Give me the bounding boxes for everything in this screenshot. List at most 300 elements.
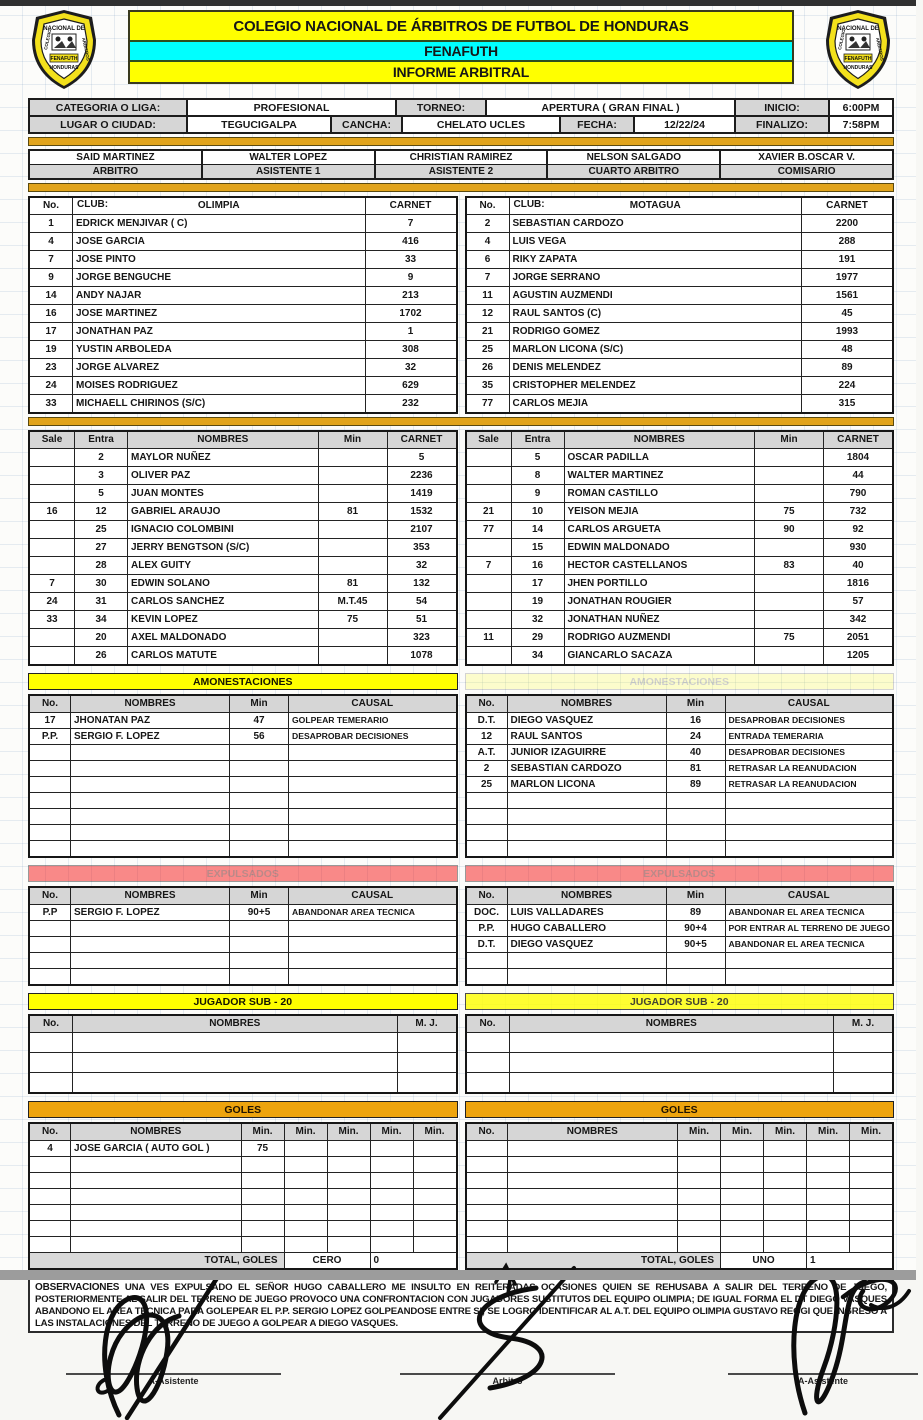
motagua-sub20-table [465, 1014, 895, 1094]
cell-carnet: 44 [824, 467, 894, 485]
svg-text:FENAFUTH: FENAFUTH [844, 56, 872, 62]
caution-row [466, 745, 894, 761]
cell-carnet: 930 [824, 539, 894, 557]
cell-player-name [507, 809, 666, 825]
col-entra: Entra [511, 431, 564, 449]
cell-min-4 [807, 1141, 850, 1157]
sub20-row [466, 1033, 894, 1053]
cell-player-name [71, 809, 230, 825]
amonestaciones-band-right: AMONESTACIONES [465, 673, 895, 690]
cell-carnet: 1977 [802, 269, 894, 287]
cell-player-name: DIEGO VASQUEZ [507, 713, 666, 729]
olimpia-amonestaciones-table [28, 694, 458, 858]
col-min-3: Min. [327, 1123, 370, 1141]
olimpia-amonestaciones [29, 713, 457, 858]
cell-carnet: 213 [365, 287, 457, 305]
cell-min-1: 75 [241, 1141, 284, 1157]
col-carnet: CARNET [365, 197, 457, 215]
cell-causal [289, 809, 457, 825]
starter-row [29, 323, 457, 341]
motagua-sub20-rows [466, 1033, 894, 1094]
cell-no [466, 953, 508, 969]
cell-no [29, 1033, 73, 1053]
svg-text:NACIONAL DE: NACIONAL DE [837, 26, 879, 32]
cell-carnet: 7 [365, 215, 457, 233]
total-goles-label: TOTAL, GOLES [466, 1253, 721, 1270]
sub-row [29, 449, 457, 467]
sending-off-row [466, 905, 894, 921]
cell-carnet: 2236 [387, 467, 457, 485]
motagua-goles-rows [466, 1141, 894, 1253]
cell-player-name: EDWIN SOLANO [128, 575, 319, 593]
caution-row [29, 729, 457, 745]
cell-min: 81 [318, 503, 387, 521]
cell-min-5 [850, 1157, 894, 1173]
motagua-subs-half [465, 430, 895, 666]
cell-player-name [71, 953, 230, 969]
cell-player-name: MARLON LICONA [507, 777, 666, 793]
col-nombres: NOMBRES [71, 887, 230, 905]
starter-row [29, 377, 457, 395]
cell-min-5 [413, 1157, 457, 1173]
sub-row [466, 611, 894, 629]
cell-min-3 [327, 1157, 370, 1173]
sub20-row [29, 1053, 457, 1073]
cell-player-name [507, 953, 666, 969]
cell-no [466, 1157, 508, 1173]
cell-player-name: SEBASTIAN CARDOZO [509, 215, 802, 233]
cell-min-3 [327, 1189, 370, 1205]
cell-causal: ABANDONAR AREA TECNICA [289, 905, 457, 921]
cell-causal [289, 953, 457, 969]
sub-row [29, 557, 457, 575]
goal-row [466, 1157, 894, 1173]
cell-player-name [507, 1205, 678, 1221]
cell-min-1 [678, 1237, 721, 1253]
caution-row [466, 777, 894, 793]
observations-label: OBSERVACIONES [35, 1282, 120, 1293]
club-header [73, 197, 366, 215]
motagua-expulsados-table [465, 886, 895, 986]
cell-carnet: 5 [387, 449, 457, 467]
caution-row [466, 729, 894, 745]
cell-no: 17 [29, 323, 73, 341]
cell-player-name: JHONATAN PAZ [71, 713, 230, 729]
goles-band-left: GOLES [28, 1101, 458, 1118]
total-goles-label: TOTAL, GOLES [29, 1253, 284, 1270]
caution-row [29, 793, 457, 809]
col-carnet: CARNET [802, 197, 894, 215]
olimpia-expulsados-half [28, 886, 458, 986]
cell-min [755, 485, 824, 503]
cell-mj [397, 1033, 457, 1053]
cell-min-2 [284, 1141, 327, 1157]
col-min-5: Min. [850, 1123, 894, 1141]
cell-entra: 27 [75, 539, 128, 557]
cell-carnet: 315 [802, 395, 894, 414]
cell-no: 24 [29, 377, 73, 395]
motagua-amonestaciones [466, 713, 894, 858]
goal-row [466, 1237, 894, 1253]
cell-sale [466, 611, 512, 629]
cell-sale [29, 467, 75, 485]
cell-entra: 34 [511, 647, 564, 666]
cell-min-5 [850, 1205, 894, 1221]
cell-carnet: 416 [365, 233, 457, 251]
cell-player-name: CARLOS MEJIA [509, 395, 802, 414]
goal-row [466, 1205, 894, 1221]
cell-no: P.P [29, 905, 71, 921]
cell-min: 40 [666, 745, 725, 761]
cell-no [466, 841, 508, 858]
starter-row [466, 251, 894, 269]
cell-no: 21 [466, 323, 510, 341]
cell-min-4 [807, 1221, 850, 1237]
starter-row [466, 359, 894, 377]
club-name-olimpia: OLIMPIA [197, 200, 240, 211]
cell-entra: 15 [511, 539, 564, 557]
cell-carnet: 45 [802, 305, 894, 323]
col-min-1: Min. [678, 1123, 721, 1141]
official [203, 151, 376, 178]
cell-min-2 [721, 1157, 764, 1173]
club-label: CLUB: [77, 199, 109, 210]
cell-mj [834, 1033, 894, 1053]
cell-player-name: MARLON LICONA (S/C) [509, 341, 802, 359]
col-min-4: Min. [370, 1123, 413, 1141]
cell-min [230, 777, 289, 793]
col-nombres: NOMBRES [507, 1123, 678, 1141]
cell-min-3 [764, 1205, 807, 1221]
goles-section [28, 1122, 894, 1270]
cell-causal [289, 777, 457, 793]
cell-player-name [71, 1173, 242, 1189]
cell-sale [466, 449, 512, 467]
goal-row [466, 1189, 894, 1205]
cell-min [318, 521, 387, 539]
official-name: CHRISTIAN RAMIREZ [376, 151, 547, 165]
cell-player-name: JOSE GARCIA ( AUTO GOL ) [71, 1141, 242, 1157]
cell-min-3 [327, 1221, 370, 1237]
cell-min: 75 [318, 611, 387, 629]
cell-entra: 9 [511, 485, 564, 503]
referee-signature-label: Arbitro [492, 1376, 523, 1387]
cell-carnet: 224 [802, 377, 894, 395]
cell-no [466, 1221, 508, 1237]
cell-min [666, 841, 725, 858]
cell-min-2 [284, 1157, 327, 1173]
cell-entra: 26 [75, 647, 128, 666]
cell-player-name: RAUL SANTOS (C) [509, 305, 802, 323]
col-causal: CAUSAL [289, 695, 457, 713]
assistant2-signature-block [728, 1373, 918, 1386]
cell-player-name: WALTER MARTINEZ [564, 467, 755, 485]
cell-carnet: 132 [387, 575, 457, 593]
cell-player-name [509, 1053, 834, 1073]
cell-carnet: 232 [365, 395, 457, 414]
cell-min [666, 809, 725, 825]
federation-name: FENAFUTH [130, 42, 792, 62]
cell-min-4 [807, 1237, 850, 1253]
match-info [28, 98, 894, 134]
cell-sale: 7 [29, 575, 75, 593]
olimpia-expulsados-table [28, 886, 458, 986]
cell-no: 14 [29, 287, 73, 305]
cell-player-name [507, 825, 666, 841]
col-min: Min [230, 695, 289, 713]
cell-no [466, 1205, 508, 1221]
cell-no: 12 [466, 729, 508, 745]
cell-min [230, 921, 289, 937]
official [30, 151, 203, 178]
cell-min-5 [413, 1173, 457, 1189]
official [721, 151, 892, 178]
conafh-logo-right [822, 8, 894, 92]
cell-player-name [71, 1157, 242, 1173]
cell-entra: 34 [75, 611, 128, 629]
cell-min: M.T.45 [318, 593, 387, 611]
cell-min: 83 [755, 557, 824, 575]
sub-row [466, 467, 894, 485]
cell-player-name: JONATHAN PAZ [73, 323, 366, 341]
cell-player-name: SERGIO F. LOPEZ [71, 905, 230, 921]
cell-player-name: OSCAR PADILLA [564, 449, 755, 467]
cell-entra: 17 [511, 575, 564, 593]
col-causal: CAUSAL [725, 695, 893, 713]
cell-carnet: 54 [387, 593, 457, 611]
cell-min [318, 485, 387, 503]
cell-sale [466, 485, 512, 503]
cell-min [666, 793, 725, 809]
cell-carnet: 308 [365, 341, 457, 359]
col-min-2: Min. [721, 1123, 764, 1141]
cell-min-4 [370, 1205, 413, 1221]
cell-min [230, 745, 289, 761]
col-min-3: Min. [764, 1123, 807, 1141]
cell-carnet: 342 [824, 611, 894, 629]
cell-no: 19 [29, 341, 73, 359]
cell-min [755, 467, 824, 485]
cell-carnet: 89 [802, 359, 894, 377]
olimpia-amonestaciones-half [28, 694, 458, 858]
cell-carnet: 51 [387, 611, 457, 629]
cell-no: DOC. [466, 905, 508, 921]
cell-player-name: JUAN MONTES [128, 485, 319, 503]
cell-min-4 [370, 1189, 413, 1205]
goal-row [466, 1173, 894, 1189]
sending-off-row [466, 953, 894, 969]
cell-player-name: LUIS VALLADARES [507, 905, 666, 921]
total-goles-number: 0 [370, 1253, 457, 1270]
cell-min [666, 825, 725, 841]
starter-row [466, 323, 894, 341]
olimpia-starters [29, 215, 457, 414]
cell-player-name [73, 1073, 398, 1094]
cell-entra: 16 [511, 557, 564, 575]
motagua-goles-half [465, 1122, 895, 1270]
doc-title: COLEGIO NACIONAL DE ÁRBITROS DE FUTBOL DE HONDURAS [130, 12, 792, 42]
motagua-amonestaciones-half [465, 694, 895, 858]
cell-min [230, 937, 289, 953]
cell-player-name: AGUSTIN AUZMENDI [509, 287, 802, 305]
cell-no: 6 [466, 251, 510, 269]
col-nombres: NOMBRES [507, 695, 666, 713]
col-min: Min [666, 695, 725, 713]
cell-sale [466, 575, 512, 593]
cell-min [230, 841, 289, 858]
cell-min-2 [721, 1221, 764, 1237]
col-mj: M. J. [834, 1015, 894, 1033]
col-no: No. [29, 695, 71, 713]
cell-no: P.P. [466, 921, 508, 937]
caution-row [466, 841, 894, 858]
svg-text:HONDURAS: HONDURAS [843, 65, 873, 71]
cell-no [29, 953, 71, 969]
cell-player-name [71, 825, 230, 841]
cell-min-1 [678, 1173, 721, 1189]
cell-player-name: JERRY BENGTSON (S/C) [128, 539, 319, 557]
sending-off-row [466, 937, 894, 953]
cell-sale [29, 647, 75, 666]
caution-row [466, 793, 894, 809]
cell-player-name: RIKY ZAPATA [509, 251, 802, 269]
cell-carnet: 92 [824, 521, 894, 539]
motagua-amonestaciones-table [465, 694, 895, 858]
official [376, 151, 549, 178]
sub20-band-left: JUGADOR SUB - 20 [28, 993, 458, 1010]
cell-player-name: JORGE SERRANO [509, 269, 802, 287]
cell-player-name [71, 1189, 242, 1205]
cell-entra: 10 [511, 503, 564, 521]
col-min: Min [755, 431, 824, 449]
cell-carnet: 9 [365, 269, 457, 287]
cell-carnet: 1419 [387, 485, 457, 503]
olimpia-expulsados [29, 905, 457, 986]
cell-min-5 [413, 1205, 457, 1221]
cell-carnet: 40 [824, 557, 894, 575]
cell-sale: 24 [29, 593, 75, 611]
city-value: TEGUCIGALPA [188, 117, 332, 132]
cell-player-name: DIEGO VASQUEZ [507, 937, 666, 953]
cell-carnet: 1816 [824, 575, 894, 593]
cell-causal [289, 921, 457, 937]
starter-row [466, 377, 894, 395]
starter-row [466, 395, 894, 414]
cell-player-name: MOISES RODRIGUEZ [73, 377, 366, 395]
cell-player-name: YEISON MEJIA [564, 503, 755, 521]
tournament-value: APERTURA ( GRAN FINAL ) [487, 100, 736, 115]
cell-mj [834, 1053, 894, 1073]
cell-no: D.T. [466, 713, 508, 729]
match-info-row-1 [30, 100, 892, 117]
cell-no [466, 1053, 510, 1073]
cell-player-name: CARLOS MATUTE [128, 647, 319, 666]
cell-carnet: 191 [802, 251, 894, 269]
assistant2-signature-scribble [723, 1255, 923, 1420]
cell-carnet: 288 [802, 233, 894, 251]
starter-row [466, 233, 894, 251]
cell-player-name: DENIS MELENDEZ [509, 359, 802, 377]
cell-player-name [509, 1073, 834, 1094]
cell-no [466, 1141, 508, 1157]
cell-carnet: 1804 [824, 449, 894, 467]
sub-row [466, 557, 894, 575]
caution-row [29, 761, 457, 777]
olimpia-goles-rows [29, 1141, 457, 1253]
cell-player-name: IGNACIO COLOMBINI [128, 521, 319, 539]
cell-carnet: 33 [365, 251, 457, 269]
official-role: COMISARIO [721, 165, 892, 178]
cell-player-name [507, 841, 666, 858]
caution-row [29, 825, 457, 841]
cell-player-name [71, 921, 230, 937]
assistant1-signature-scribble [49, 1270, 299, 1420]
end-label: FINALIZO: [736, 117, 830, 132]
cell-min-2 [721, 1173, 764, 1189]
sub-row [29, 539, 457, 557]
city-label: LUGAR O CIUDAD: [30, 117, 188, 132]
cell-player-name [507, 1189, 678, 1205]
match-info-row-2 [30, 117, 892, 132]
cell-player-name: JOSE MARTINEZ [73, 305, 366, 323]
cell-entra: 8 [511, 467, 564, 485]
cell-sale: 21 [466, 503, 512, 521]
start-value: 6:00PM [830, 100, 892, 115]
starter-row [29, 395, 457, 414]
cell-no: 35 [466, 377, 510, 395]
cell-min: 89 [666, 777, 725, 793]
starter-row [29, 341, 457, 359]
cell-carnet: 1205 [824, 647, 894, 666]
cell-causal [725, 841, 893, 858]
col-causal: CAUSAL [725, 887, 893, 905]
amonestaciones-section [28, 694, 894, 858]
cell-player-name: ANDY NAJAR [73, 287, 366, 305]
gold-separator-2 [28, 183, 894, 192]
cell-sale [29, 521, 75, 539]
cell-player-name: ROMAN CASTILLO [564, 485, 755, 503]
sub-row [29, 593, 457, 611]
cell-no: 16 [29, 305, 73, 323]
cell-player-name: YUSTIN ARBOLEDA [73, 341, 366, 359]
cell-min-4 [807, 1157, 850, 1173]
motagua-subs-table [465, 430, 895, 666]
cell-entra: 3 [75, 467, 128, 485]
col-no: No. [466, 1015, 510, 1033]
cell-no: 4 [29, 1141, 71, 1157]
cell-player-name: JORGE ALVAREZ [73, 359, 366, 377]
motagua-starters [466, 215, 894, 414]
cell-player-name: JUNIOR IZAGUIRRE [507, 745, 666, 761]
sub-row [466, 503, 894, 521]
cell-player-name: EDRICK MENJIVAR ( C) [73, 215, 366, 233]
col-nombres: NOMBRES [564, 431, 755, 449]
cell-no [29, 825, 71, 841]
cell-min-3 [764, 1157, 807, 1173]
starter-row [466, 269, 894, 287]
cell-min-5 [413, 1189, 457, 1205]
cell-min-4 [370, 1157, 413, 1173]
cell-no: P.P. [29, 729, 71, 745]
cell-no [466, 969, 508, 986]
cell-min [318, 467, 387, 485]
cell-carnet: 1702 [365, 305, 457, 323]
official-role: CUARTO ARBITRO [548, 165, 719, 178]
col-carnet: CARNET [387, 431, 457, 449]
cell-sale [466, 467, 512, 485]
cell-min: 47 [230, 713, 289, 729]
cell-min: 90 [755, 521, 824, 539]
